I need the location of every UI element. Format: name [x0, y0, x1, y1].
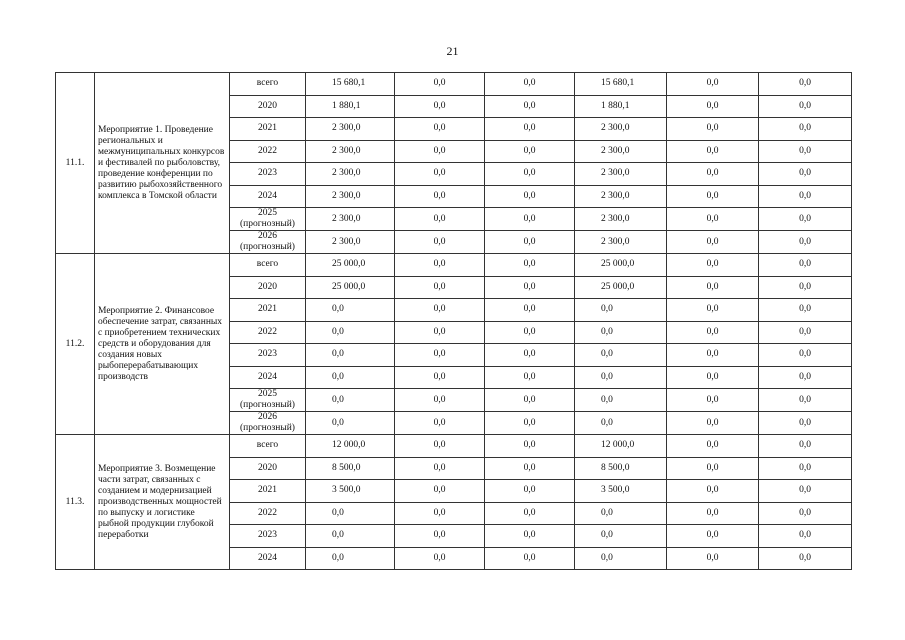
- value-cell: 0,0: [306, 366, 395, 389]
- value-cell: 0,0: [395, 547, 485, 570]
- value-cell: 0,0: [667, 547, 759, 570]
- value-cell: 0,0: [667, 299, 759, 322]
- section-number: 11.2.: [56, 254, 95, 435]
- value-cell: 0,0: [395, 163, 485, 186]
- value-cell: 0,0: [759, 502, 852, 525]
- value-cell: 0,0: [485, 366, 575, 389]
- value-cell: 0,0: [395, 457, 485, 480]
- value-cell: 3 500,0: [575, 480, 667, 503]
- value-cell: 0,0: [667, 480, 759, 503]
- value-cell: 0,0: [485, 344, 575, 367]
- value-cell: 0,0: [759, 231, 852, 254]
- value-cell: 0,0: [485, 457, 575, 480]
- value-cell: 3 500,0: [306, 480, 395, 503]
- value-cell: 25 000,0: [575, 254, 667, 277]
- table-body: [56, 73, 852, 570]
- value-cell: 0,0: [306, 412, 395, 435]
- value-cell: 0,0: [667, 525, 759, 548]
- year-cell: 2025 (прогнозный): [230, 208, 306, 231]
- year-cell: 2023: [230, 163, 306, 186]
- value-cell: 0,0: [485, 389, 575, 412]
- value-cell: 25 000,0: [306, 254, 395, 277]
- value-cell: 0,0: [667, 185, 759, 208]
- value-cell: 0,0: [667, 95, 759, 118]
- value-cell: 0,0: [667, 435, 759, 458]
- value-cell: 2 300,0: [575, 231, 667, 254]
- value-cell: 0,0: [759, 525, 852, 548]
- year-cell: 2022: [230, 321, 306, 344]
- value-cell: 0,0: [395, 389, 485, 412]
- value-cell: 0,0: [485, 276, 575, 299]
- year-cell: 2022: [230, 140, 306, 163]
- section-description: Мероприятие 2. Финансовое обеспечение затрат, связанных с приобретением технических средств и оборудования для создания новых рыбоперерабатывающих производств: [95, 254, 230, 435]
- value-cell: 0,0: [485, 547, 575, 570]
- year-cell: 2024: [230, 366, 306, 389]
- value-cell: 8 500,0: [306, 457, 395, 480]
- value-cell: 2 300,0: [306, 208, 395, 231]
- value-cell: 0,0: [759, 344, 852, 367]
- value-cell: 25 000,0: [575, 276, 667, 299]
- value-cell: 0,0: [395, 254, 485, 277]
- year-cell: 2026 (прогнозный): [230, 231, 306, 254]
- value-cell: 0,0: [485, 321, 575, 344]
- value-cell: 0,0: [395, 344, 485, 367]
- value-cell: 0,0: [575, 344, 667, 367]
- value-cell: 0,0: [485, 502, 575, 525]
- budget-table: [55, 72, 852, 570]
- value-cell: 0,0: [306, 502, 395, 525]
- value-cell: 0,0: [667, 254, 759, 277]
- value-cell: 2 300,0: [575, 140, 667, 163]
- year-cell: 2023: [230, 525, 306, 548]
- value-cell: 2 300,0: [306, 118, 395, 141]
- value-cell: 12 000,0: [575, 435, 667, 458]
- value-cell: 0,0: [667, 389, 759, 412]
- year-cell: 2024: [230, 185, 306, 208]
- value-cell: 0,0: [667, 412, 759, 435]
- section-number: 11.1.: [56, 73, 95, 254]
- value-cell: 0,0: [667, 73, 759, 96]
- value-cell: 0,0: [759, 366, 852, 389]
- year-cell: 2021: [230, 299, 306, 322]
- value-cell: 2 300,0: [306, 140, 395, 163]
- value-cell: 0,0: [575, 389, 667, 412]
- value-cell: 2 300,0: [575, 163, 667, 186]
- year-cell: 2021: [230, 118, 306, 141]
- value-cell: 0,0: [395, 185, 485, 208]
- value-cell: 0,0: [759, 480, 852, 503]
- year-cell: 2020: [230, 276, 306, 299]
- value-cell: 0,0: [395, 480, 485, 503]
- value-cell: 0,0: [759, 389, 852, 412]
- value-cell: 0,0: [485, 254, 575, 277]
- value-cell: 0,0: [667, 231, 759, 254]
- value-cell: 25 000,0: [306, 276, 395, 299]
- section-description: Мероприятие 1. Проведение региональных и межмуниципальных конкурсов и фестивалей по рыболовству, проведение конференции по развитию рыбохозяйственного комплекса в Томской области: [95, 73, 230, 254]
- year-cell: всего: [230, 254, 306, 277]
- year-cell: 2025 (прогнозный): [230, 389, 306, 412]
- value-cell: 1 880,1: [575, 95, 667, 118]
- value-cell: 0,0: [395, 525, 485, 548]
- value-cell: 0,0: [667, 276, 759, 299]
- value-cell: 2 300,0: [575, 208, 667, 231]
- value-cell: 0,0: [395, 276, 485, 299]
- year-cell: 2020: [230, 95, 306, 118]
- value-cell: 0,0: [395, 231, 485, 254]
- value-cell: 0,0: [667, 457, 759, 480]
- value-cell: 0,0: [485, 208, 575, 231]
- value-cell: 0,0: [667, 140, 759, 163]
- value-cell: 0,0: [395, 299, 485, 322]
- section-number: 11.3.: [56, 435, 95, 570]
- value-cell: 0,0: [485, 412, 575, 435]
- value-cell: 0,0: [485, 435, 575, 458]
- value-cell: 1 880,1: [306, 95, 395, 118]
- table-row: [56, 254, 852, 277]
- year-cell: 2023: [230, 344, 306, 367]
- value-cell: 0,0: [575, 299, 667, 322]
- value-cell: 0,0: [667, 321, 759, 344]
- value-cell: 0,0: [395, 435, 485, 458]
- value-cell: 0,0: [575, 366, 667, 389]
- value-cell: 0,0: [759, 435, 852, 458]
- value-cell: 0,0: [485, 231, 575, 254]
- value-cell: 0,0: [759, 321, 852, 344]
- value-cell: 0,0: [667, 118, 759, 141]
- value-cell: 0,0: [667, 208, 759, 231]
- year-cell: всего: [230, 435, 306, 458]
- value-cell: 0,0: [759, 208, 852, 231]
- value-cell: 0,0: [306, 344, 395, 367]
- value-cell: 0,0: [759, 118, 852, 141]
- value-cell: 12 000,0: [306, 435, 395, 458]
- value-cell: 0,0: [575, 321, 667, 344]
- value-cell: 0,0: [485, 118, 575, 141]
- value-cell: 0,0: [759, 299, 852, 322]
- year-cell: 2024: [230, 547, 306, 570]
- value-cell: 0,0: [306, 389, 395, 412]
- value-cell: 0,0: [759, 254, 852, 277]
- page-number: 21: [446, 44, 459, 58]
- value-cell: 0,0: [575, 412, 667, 435]
- value-cell: 0,0: [395, 73, 485, 96]
- value-cell: 0,0: [485, 480, 575, 503]
- year-cell: 2022: [230, 502, 306, 525]
- value-cell: 15 680,1: [575, 73, 667, 96]
- value-cell: 0,0: [395, 95, 485, 118]
- value-cell: 2 300,0: [306, 185, 395, 208]
- value-cell: 0,0: [395, 412, 485, 435]
- value-cell: 0,0: [759, 185, 852, 208]
- year-cell: 2020: [230, 457, 306, 480]
- value-cell: 0,0: [306, 547, 395, 570]
- section-description: Мероприятие 3. Возмещение части затрат, связанных с созданием и модернизацией производственных мощностей по выпуску и логистике рыбной продукции глубокой переработки: [95, 435, 230, 570]
- value-cell: 0,0: [395, 321, 485, 344]
- year-cell: 2021: [230, 480, 306, 503]
- value-cell: 2 300,0: [575, 185, 667, 208]
- value-cell: 0,0: [667, 163, 759, 186]
- value-cell: 0,0: [395, 502, 485, 525]
- value-cell: 0,0: [575, 502, 667, 525]
- value-cell: 0,0: [306, 525, 395, 548]
- value-cell: 15 680,1: [306, 73, 395, 96]
- value-cell: 8 500,0: [575, 457, 667, 480]
- year-cell: 2026 (прогнозный): [230, 412, 306, 435]
- value-cell: 0,0: [575, 525, 667, 548]
- value-cell: 0,0: [759, 547, 852, 570]
- value-cell: 0,0: [485, 299, 575, 322]
- value-cell: 0,0: [759, 73, 852, 96]
- value-cell: 2 300,0: [306, 231, 395, 254]
- value-cell: 0,0: [395, 140, 485, 163]
- value-cell: 0,0: [485, 163, 575, 186]
- value-cell: 0,0: [485, 525, 575, 548]
- value-cell: 0,0: [575, 547, 667, 570]
- value-cell: 0,0: [667, 502, 759, 525]
- value-cell: 0,0: [759, 457, 852, 480]
- value-cell: 2 300,0: [575, 118, 667, 141]
- value-cell: 0,0: [395, 366, 485, 389]
- value-cell: 0,0: [667, 366, 759, 389]
- value-cell: 0,0: [306, 321, 395, 344]
- table-row: [56, 73, 852, 96]
- value-cell: 0,0: [485, 73, 575, 96]
- value-cell: 0,0: [759, 163, 852, 186]
- value-cell: 0,0: [759, 412, 852, 435]
- value-cell: 0,0: [395, 208, 485, 231]
- value-cell: 0,0: [395, 118, 485, 141]
- value-cell: 0,0: [485, 185, 575, 208]
- year-cell: всего: [230, 73, 306, 96]
- value-cell: 0,0: [667, 344, 759, 367]
- value-cell: 0,0: [759, 140, 852, 163]
- value-cell: 0,0: [759, 95, 852, 118]
- value-cell: 0,0: [306, 299, 395, 322]
- table-row: [56, 435, 852, 458]
- value-cell: 0,0: [485, 95, 575, 118]
- value-cell: 0,0: [759, 276, 852, 299]
- value-cell: 0,0: [485, 140, 575, 163]
- value-cell: 2 300,0: [306, 163, 395, 186]
